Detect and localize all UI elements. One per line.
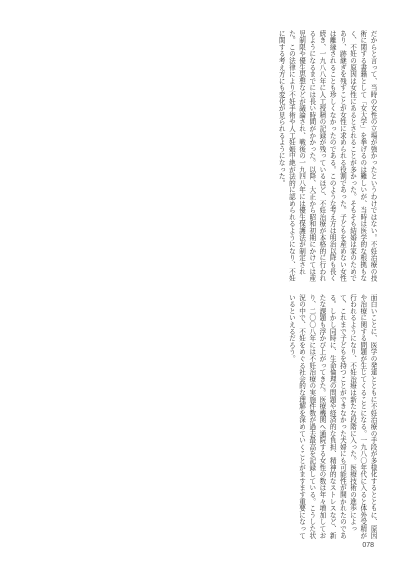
upper-vertical-text: だからと言って、当時の女性の立場が強かったというわけではない。不妊治療の技術に関する書籍として「女大学」を挙げるのは難しいが、当時は医学的な根拠もなく、不妊の原因は女性にあるとされることが多かった。そもそも結婚は家のためであり、跡継ぎを残すことが女性に求められる役割であった。子どもを産めない女性は離縁されることも珍しくなかったのである。このような考え方は明治以降も長く続き、一九八八年に人工授精の記録が残っているほど、不妊治療が本格的に行われるようになるまでには長い時間がかかった。以降、大正から昭和初期にかけては産児制限や優生思想などが議論され、戦後の一九四八年には優生保護法が制定された。この法律により不妊手術や人工妊娠中絶が法的に認められるようになり、不妊に関する考え方にも変化が見られるようになった。: [277, 30, 377, 282]
upper-text-block: [22, 30, 378, 285]
lower-vertical-text: 面白いことに、医学の発達とともに不妊治療の手段が多様化するとともに、原因や治療に関する問題が生じてくることになる。一九八〇年代に入ると体外受精が行われるようになり、不妊治療は新たな段階に入った。医療技術の進歩によって、これまで子どもを持つことができなかった夫婦にも可能性が開かれたのである。しかし同時に、生命倫理の問題や経済的な負担、精神的なストレスなど、新たな課題も浮かび上がってきた。医療機関へ通院する女性の数は年々増加しており、二〇〇八年には不妊治療の実施件数が過去最高を記録している。こうした状況の中で、不妊をめぐる社会的な理解を深めていくことがますます重要になっているといえるだろう。: [287, 294, 377, 539]
page-number: 078: [362, 542, 374, 549]
lower-text-block: [22, 294, 378, 539]
